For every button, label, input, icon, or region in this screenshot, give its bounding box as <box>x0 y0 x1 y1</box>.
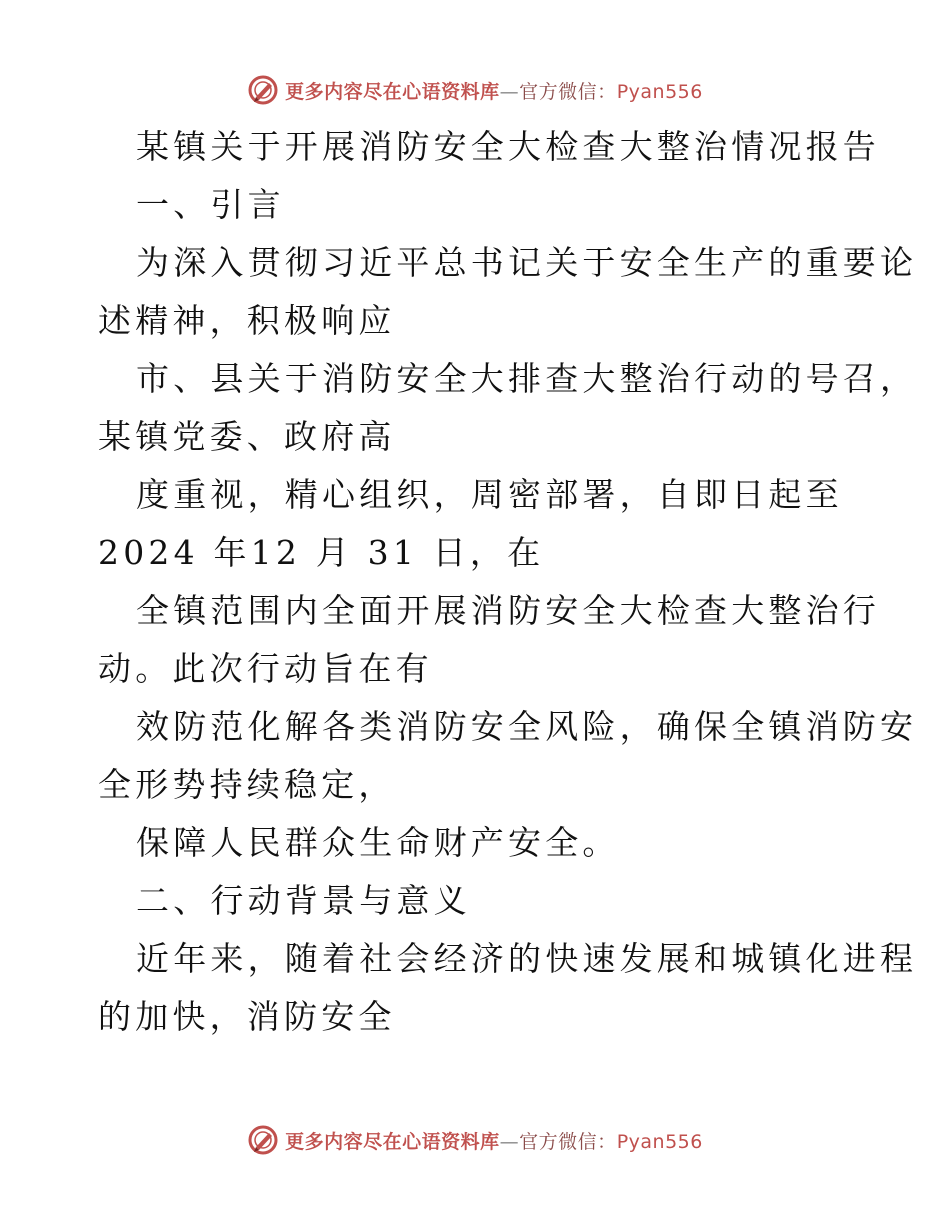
document-title: 某镇关于开展消防安全大检查大整治情况报告 <box>136 127 880 166</box>
paragraph-line: 全形势持续稳定， <box>98 765 396 804</box>
section-heading-background: 二、行动背景与意义 <box>136 881 471 920</box>
paragraph-line: 市、县关于消防安全大排查大整治行动的号召， <box>136 359 918 398</box>
header-wechat-label: 官方微信： <box>519 80 617 103</box>
paragraph-line: 保障人民群众生命财产安全。 <box>136 823 620 862</box>
footer-wechat-label: 官方微信： <box>519 1130 617 1153</box>
paragraph-line: 全镇范围内全面开展消防安全大检查大整治行 <box>136 591 880 630</box>
footer-separator: — <box>499 1130 520 1153</box>
paragraph-line: 述精神，积极响应 <box>98 301 396 340</box>
footer-banner-text <box>285 1127 703 1154</box>
paragraph-line: 动。此次行动旨在有 <box>98 649 433 688</box>
header-banner <box>0 70 950 110</box>
header-brand: 更多内容尽在心语资料库 <box>285 80 500 103</box>
paragraph-line: 为深入贯彻习近平总书记关于安全生产的重要论 <box>136 243 918 282</box>
section-heading-intro: 一、引言 <box>136 185 285 224</box>
header-separator: — <box>499 80 520 103</box>
paragraph-line: 2024 年12 月 31 日，在 <box>98 533 545 572</box>
footer-wechat-id: Pyan556 <box>616 1130 703 1153</box>
footer-banner <box>0 1120 950 1160</box>
paragraph-line: 近年来，随着社会经济的快速发展和城镇化进程 <box>136 939 918 978</box>
paragraph-line: 效防范化解各类消防安全风险，确保全镇消防安 <box>136 707 918 746</box>
footer-brand: 更多内容尽在心语资料库 <box>285 1130 500 1153</box>
header-wechat-id: Pyan556 <box>616 80 703 103</box>
pen-logo-icon <box>247 74 279 106</box>
paragraph-line: 的加快，消防安全 <box>98 997 396 1036</box>
header-banner-text <box>285 77 703 104</box>
paragraph-line: 某镇党委、政府高 <box>98 417 396 456</box>
pen-logo-icon <box>247 1124 279 1156</box>
paragraph-line: 度重视，精心组织，周密部署，自即日起至 <box>136 475 843 514</box>
